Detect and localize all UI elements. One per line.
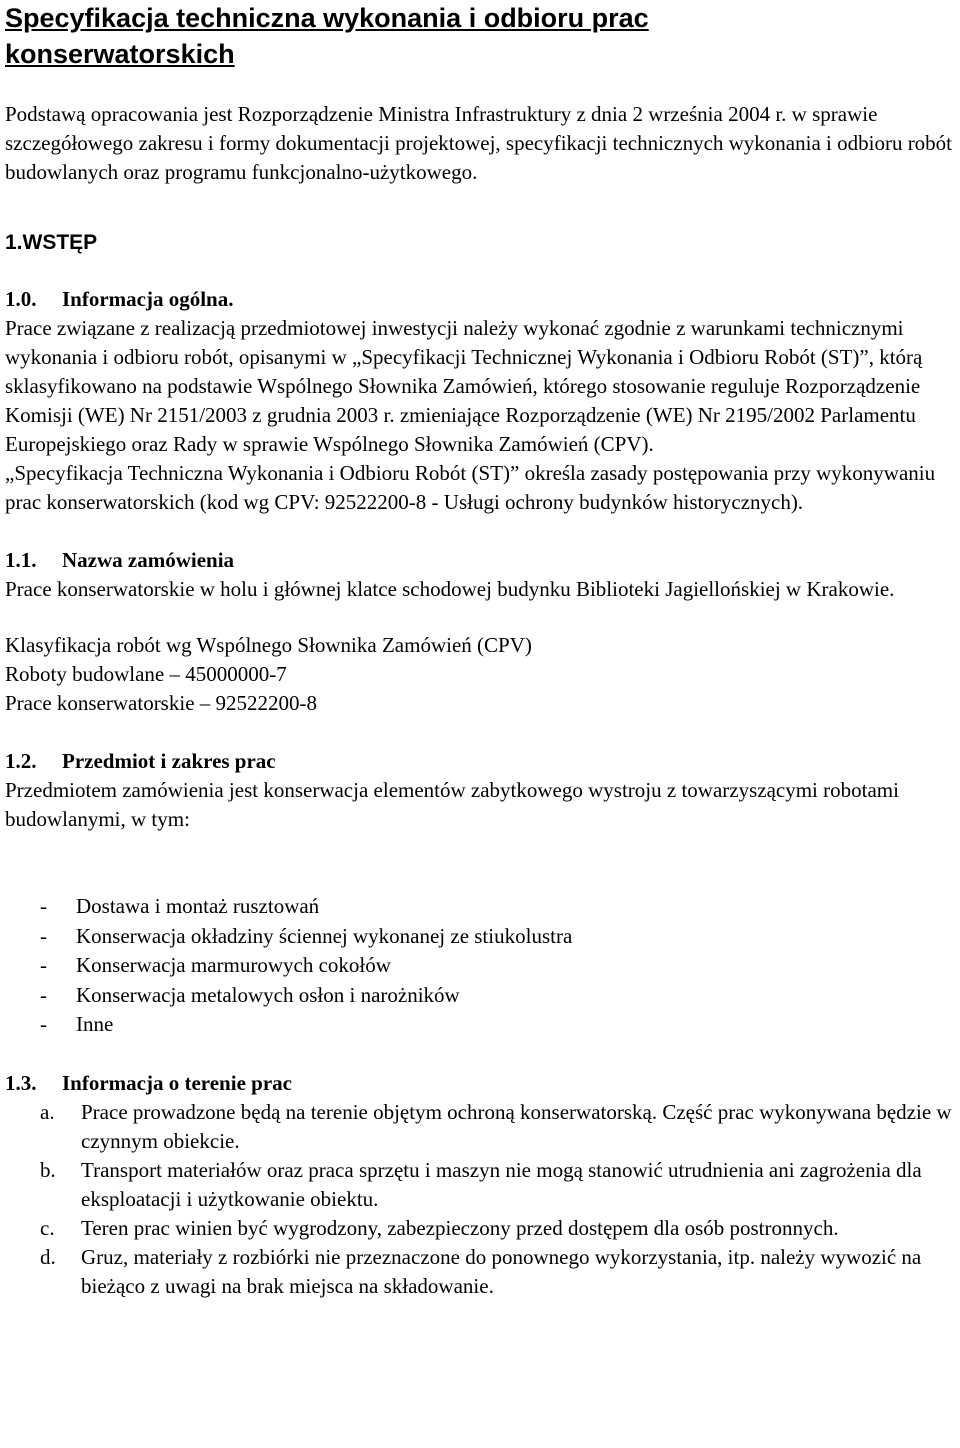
list-item-text: Transport materiałów oraz praca sprzętu i maszyn nie mogą stanowić utrudnienia ani zagrożenia dla eksploatacji i użytkowanie obiektu.: [81, 1157, 922, 1211]
general-info-paragraph: Prace związane z realizacją przedmiotowej inwestycji należy wykonać zgodnie z warunkami technicznymi wykonania i odbioru robót, opisanymi w „Specyfikacji Technicznej Wykonania i Odbioru Robót (ST)”, którą sklasyfikowano na podstawie Wspólnego Słownika Zamówień, którego stosowanie reguluje Rozporządzenie Komisji (WE) Nr 2151/2003 z grudnia 2003 r. zmieniające Rozporządzenie (WE) Nr 2195/2002 Parlamentu Europejskiego oraz Rady w sprawie Wspólnego Słownika Zamówień (CPV).: [5, 316, 923, 456]
list-item-text: Dostawa i montaż rusztowań: [76, 894, 320, 918]
subsection-heading-1-1: [5, 546, 956, 575]
specification-scope-paragraph: „Specyfikacja Techniczna Wykonania i Odbioru Robót (ST)” określa zasady postępowania przy wykonywaniu prac konserwatorskich (kod wg CPV: 92522200-8 - Usługi ochrony budynków historycznych).: [5, 461, 936, 514]
list-item-text: Konserwacja metalowych osłon i narożników: [76, 982, 460, 1007]
list-item: [5, 951, 956, 981]
list-marker: -: [40, 894, 47, 918]
list-item: [5, 1214, 956, 1243]
scope-list: [5, 892, 956, 1040]
list-item: [5, 1156, 956, 1214]
subsection-title: Nazwa zamówienia: [62, 548, 235, 572]
subsection-heading-1-2: [5, 747, 956, 776]
list-marker: -: [40, 953, 47, 977]
cpv-line-construction: Roboty budowlane – 45000000-7: [5, 662, 287, 686]
list-item: [5, 1010, 956, 1040]
site-info-list: [5, 1098, 956, 1301]
list-marker: a.: [40, 1099, 55, 1124]
list-item-text: Prace prowadzone będą na terenie objętym ochroną konserwatorską. Część prac wykonywana będzie w czynnym obiekcie.: [81, 1099, 952, 1153]
list-marker: -: [40, 1012, 47, 1036]
list-marker: -: [40, 982, 47, 1007]
list-marker: d.: [40, 1244, 56, 1269]
subsection-number: 1.0.: [5, 287, 37, 311]
list-item: [5, 1098, 956, 1156]
subsection-number: 1.1.: [5, 548, 37, 572]
document-title: Specyfikacja techniczna wykonania i odbioru prac konserwatorskich: [5, 3, 649, 69]
subsection-title: Przedmiot i zakres prac: [62, 749, 276, 773]
section-heading-wstep: 1.WSTĘP: [5, 231, 98, 254]
subsection-number: 1.2.: [5, 749, 37, 773]
subsection-title: Informacja ogólna.: [62, 287, 234, 311]
intro-paragraph: Podstawą opracowania jest Rozporządzenie Ministra Infrastruktury z dnia 2 września 2004 r. w sprawie szczegółowego zakresu i formy dokumentacji projektowej, specyfikacji technicznych wykonania i odbioru robót budowlanych oraz programu funkcjonalno-użytkowego.: [5, 102, 953, 184]
subsection-number: 1.3.: [5, 1070, 37, 1095]
list-item-text: Konserwacja okładziny ściennej wykonanej ze stiukolustra: [76, 923, 573, 948]
cpv-classification-heading: Klasyfikacja robót wg Wspólnego Słownika Zamówień (CPV): [5, 633, 532, 657]
list-item-text: Teren prac winien być wygrodzony, zabezpieczony przed dostępem dla osób postronnych.: [81, 1215, 839, 1240]
list-item: [5, 1243, 956, 1301]
list-item-text: Gruz, materiały z rozbiórki nie przeznaczone do ponownego wykorzystania, itp. należy wywozić na bieżąco z uwagi na brak miejsca na składowanie.: [81, 1244, 922, 1298]
list-item-text: Inne: [76, 1012, 114, 1036]
scope-text: Przedmiotem zamówienia jest konserwacja elementów zabytkowego wystroju z towarzyszącymi robotami budowlanymi, w tym:: [5, 778, 899, 831]
subsection-heading-1-3: [5, 1069, 956, 1098]
list-item-text: Konserwacja marmurowych cokołów: [76, 953, 391, 977]
list-item: [5, 922, 956, 952]
cpv-line-conservation: Prace konserwatorskie – 92522200-8: [5, 691, 318, 715]
subsection-heading-1-0: [5, 285, 956, 314]
order-name-text: Prace konserwatorskie w holu i głównej klatce schodowej budynku Biblioteki Jagiellońskiej w Krakowie.: [5, 577, 895, 601]
list-marker: c.: [40, 1215, 55, 1240]
list-item: [5, 981, 956, 1011]
subsection-title: Informacja o terenie prac: [62, 1070, 292, 1095]
list-marker: -: [40, 923, 47, 948]
list-item: [5, 892, 956, 922]
list-marker: b.: [40, 1157, 56, 1182]
